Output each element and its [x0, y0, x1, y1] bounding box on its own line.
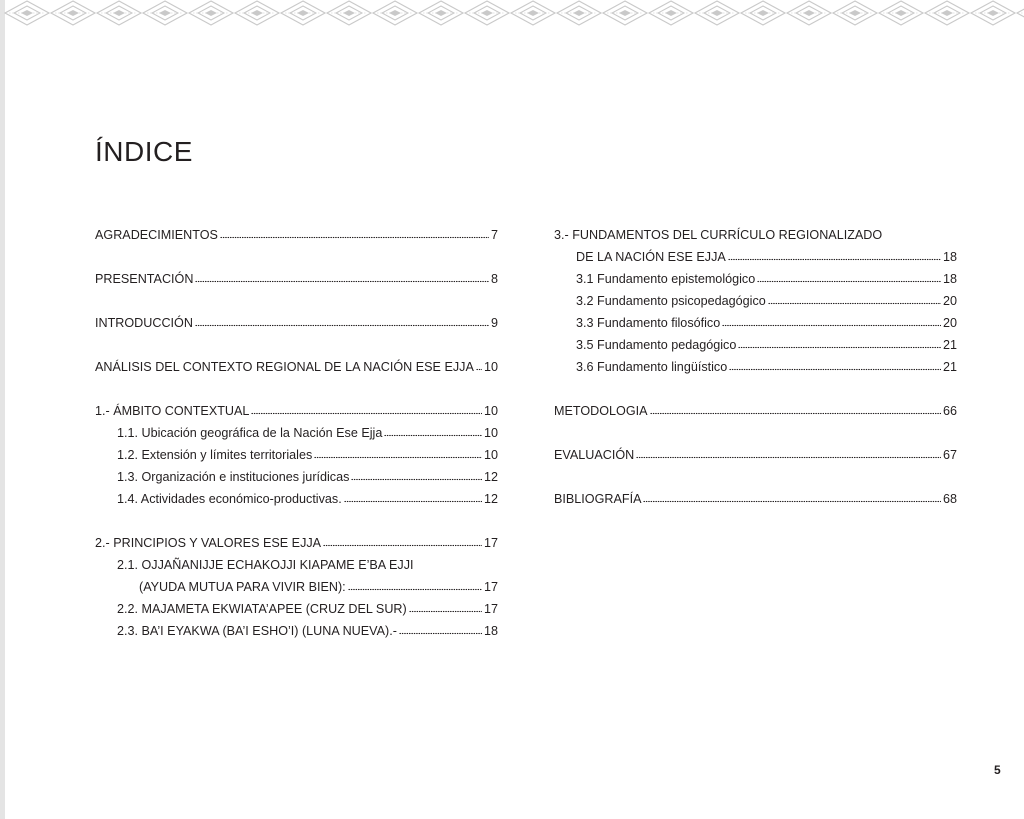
toc-entry-1-2[interactable]	[95, 444, 498, 466]
toc-entry-1-4[interactable]	[95, 488, 498, 510]
toc-entry-ambito[interactable]	[95, 400, 498, 422]
dot-leader	[314, 447, 482, 459]
toc-entry-metodologia[interactable]	[554, 400, 957, 422]
toc-entry-3-3[interactable]	[554, 312, 957, 334]
toc-entry-text: 2.3. BA’I EYAKWA (BA’I ESHO’I) (LUNA NUEVA).-	[117, 624, 397, 638]
toc-entry-bibliografia[interactable]	[554, 488, 957, 510]
toc-entry-principios[interactable]	[95, 532, 498, 554]
toc-entry-2-1-line2[interactable]	[95, 576, 498, 598]
toc-entry-text: DE LA NACIÓN ESE EJJA	[576, 250, 726, 264]
dot-leader	[348, 579, 482, 591]
toc-entry-text: 2.2. MAJAMETA EKWIATA’APEE (CRUZ DEL SUR)	[117, 602, 407, 616]
dot-leader	[650, 403, 941, 415]
dot-leader	[643, 491, 941, 503]
toc-page-number: 17	[483, 602, 498, 616]
dot-leader	[251, 403, 482, 415]
toc-entry-1-1[interactable]	[95, 422, 498, 444]
toc-right-column	[554, 224, 957, 510]
dot-leader	[323, 535, 482, 547]
toc-page-number: 21	[942, 360, 957, 374]
toc-page-number: 10	[483, 448, 498, 462]
toc-entry-fundamentos-line2[interactable]	[554, 246, 957, 268]
toc-page-number: 68	[942, 492, 957, 506]
toc-entry-3-6[interactable]	[554, 356, 957, 378]
toc-entry-3-5[interactable]	[554, 334, 957, 356]
toc-entry-text: ANÁLISIS DEL CONTEXTO REGIONAL DE LA NACIÓN ESE EJJA	[95, 360, 474, 374]
toc-entry-3-2[interactable]	[554, 290, 957, 312]
toc-entry-2-3[interactable]	[95, 620, 498, 642]
dot-leader	[195, 315, 489, 327]
toc-entry-agradecimientos[interactable]	[95, 224, 498, 246]
toc-page-number: 18	[942, 250, 957, 264]
dot-leader	[344, 491, 482, 503]
dot-leader	[476, 359, 482, 371]
toc-entry-2-1-line1[interactable]: 2.1. OJJAÑANIJJE ECHAKOJJI KIAPAME E’BA EJJI	[117, 558, 414, 572]
toc-entry-text: 1.4. Actividades económico-productivas.	[117, 492, 342, 506]
toc-entry-text: INTRODUCCIÓN	[95, 316, 193, 330]
toc-entry-3-1[interactable]	[554, 268, 957, 290]
dot-leader	[729, 359, 941, 371]
toc-entry-text: 3.2 Fundamento psicopedagógico	[576, 294, 766, 308]
toc-entry-text: 1.3. Organización e instituciones jurídicas	[117, 470, 350, 484]
toc-entry-fundamentos-line1[interactable]: 3.- FUNDAMENTOS DEL CURRÍCULO REGIONALIZADO	[554, 228, 883, 242]
toc-page-number: 17	[483, 580, 498, 594]
toc-entry-text: EVALUACIÓN	[554, 448, 635, 462]
toc-page-number: 8	[490, 272, 498, 286]
toc-entry-text: 1.2. Extensión y límites territoriales	[117, 448, 313, 462]
toc-entry-text: 3.5 Fundamento pedagógico	[576, 338, 737, 352]
toc-entry-text: 1.- ÁMBITO CONTEXTUAL	[95, 404, 250, 418]
toc-page-number: 12	[483, 470, 498, 484]
toc-page-number: 17	[483, 536, 498, 550]
toc-page-number: 10	[483, 360, 498, 374]
toc-page-number: 18	[942, 272, 957, 286]
dot-leader	[195, 271, 489, 283]
toc-entry-text: 3.1 Fundamento epistemológico	[576, 272, 756, 286]
toc-entry-text: AGRADECIMIENTOS	[95, 228, 218, 242]
toc-entry-text: (AYUDA MUTUA PARA VIVIR BIEN):	[139, 580, 346, 594]
dot-leader	[399, 623, 482, 635]
toc-entry-text: PRESENTACIÓN	[95, 272, 194, 286]
toc-page-number: 67	[942, 448, 957, 462]
dot-leader	[351, 469, 482, 481]
dot-leader	[384, 425, 482, 437]
toc-page-number: 21	[942, 338, 957, 352]
toc-page-number: 18	[483, 624, 498, 638]
toc-entry-analisis[interactable]	[95, 356, 498, 378]
decorative-border	[0, 0, 1024, 26]
toc-page-number: 66	[942, 404, 957, 418]
toc-page-number: 20	[942, 316, 957, 330]
toc-entry-text: 2.- PRINCIPIOS Y VALORES ESE EJJA	[95, 536, 322, 550]
toc-page-number: 12	[483, 492, 498, 506]
toc-left-column	[95, 224, 498, 642]
toc-page-number: 7	[490, 228, 498, 242]
toc-entry-introduccion[interactable]	[95, 312, 498, 334]
toc-entry-text: BIBLIOGRAFÍA	[554, 492, 642, 506]
toc-entry-2-2[interactable]	[95, 598, 498, 620]
toc-entry-text: METODOLOGIA	[554, 404, 648, 418]
toc-entry-presentacion[interactable]	[95, 268, 498, 290]
page-title: ÍNDICE	[95, 136, 193, 167]
toc-entry-text: 3.6 Fundamento lingüístico	[576, 360, 728, 374]
toc-page-number: 10	[483, 426, 498, 440]
page-number: 5	[994, 763, 1001, 777]
dot-leader	[738, 337, 941, 349]
toc-entry-text: 3.3 Fundamento filosófico	[576, 316, 721, 330]
toc-page-number: 20	[942, 294, 957, 308]
toc-entry-evaluacion[interactable]	[554, 444, 957, 466]
dot-leader	[757, 271, 941, 283]
toc-entry-1-3[interactable]	[95, 466, 498, 488]
toc-page-number: 9	[490, 316, 498, 330]
dot-leader	[409, 601, 482, 613]
dot-leader	[728, 249, 941, 261]
dot-leader	[636, 447, 941, 459]
dot-leader	[722, 315, 941, 327]
dot-leader	[220, 227, 489, 239]
dot-leader	[768, 293, 941, 305]
left-page-edge	[0, 0, 5, 819]
toc-entry-text: 1.1. Ubicación geográfica de la Nación Ese Ejja	[117, 426, 383, 440]
toc-page-number: 10	[483, 404, 498, 418]
